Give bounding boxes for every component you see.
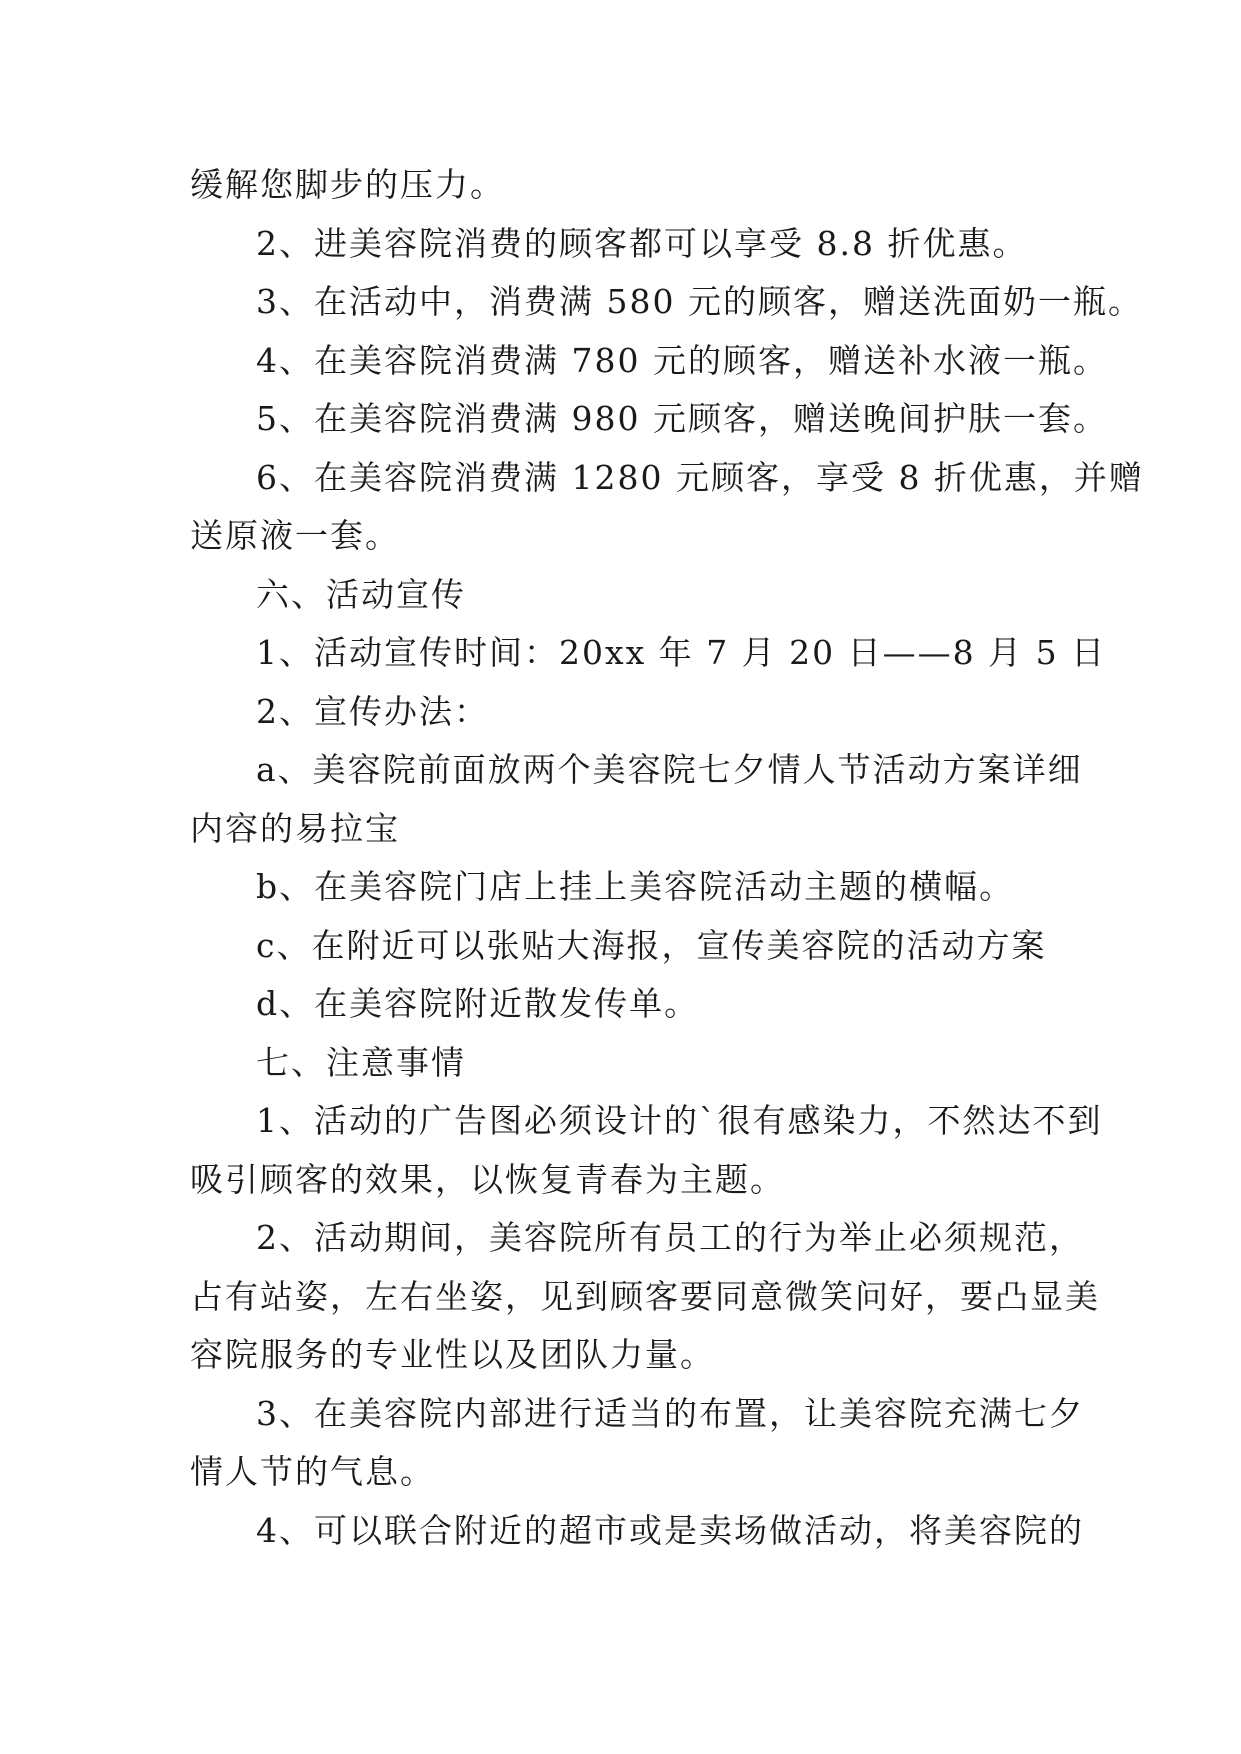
line-4: 4、在美容院消费满 780 元的顾客，赠送补水液一瓶。 (256, 340, 1108, 380)
line-3: 3、在活动中，消费满 580 元的顾客，赠送洗面奶一瓶。 (256, 282, 1143, 321)
section-heading-notes: 七、注意事情 (256, 1042, 466, 1082)
line-20: 占有站姿，左右坐姿，见到顾客要同意微笑问好，要凸显美 (190, 1276, 1100, 1316)
line-21: 容院服务的专业性以及团队力量。 (190, 1335, 715, 1374)
line-18: 吸引顾客的效果，以恢复青春为主题。 (190, 1159, 785, 1199)
line-19: 2、活动期间，美容院所有员工的行为举止必须规范， (256, 1218, 1084, 1257)
line-24: 4、可以联合附近的超市或是卖场做活动，将美容院的 (256, 1510, 1084, 1550)
line-22: 3、在美容院内部进行适当的布置，让美容院充满七夕 (256, 1393, 1084, 1433)
line-14: c、在附近可以张贴大海报，宣传美容院的活动方案 (256, 925, 1047, 965)
line-6: 6、在美容院消费满 1280 元顾客，享受 8 折优惠，并赠 (256, 457, 1144, 497)
line-12: 内容的易拉宝 (190, 808, 400, 848)
line-17: 1、活动的广告图必须设计的`很有感染力，不然达不到 (256, 1101, 1103, 1140)
line-11: a、美容院前面放两个美容院七夕情人节活动方案详细 (256, 750, 1083, 789)
line-10: 2、宣传办法： (256, 691, 489, 731)
line-7: 送原液一套。 (190, 516, 400, 555)
line-5: 5、在美容院消费满 980 元顾客，赠送晚间护肤一套。 (256, 399, 1108, 438)
line-23: 情人节的气息。 (190, 1452, 435, 1491)
line-2: 2、进美容院消费的顾客都可以享受 8.8 折优惠。 (256, 223, 1028, 263)
section-heading-publicity: 六、活动宣传 (256, 574, 466, 614)
line-9: 1、活动宣传时间：20xx 年 7 月 20 日——8 月 5 日 (256, 633, 1107, 672)
line-13: b、在美容院门店上挂上美容院活动主题的横幅。 (256, 867, 1015, 906)
line-15: d、在美容院附近散发传单。 (256, 984, 700, 1023)
document-body (190, 156, 1144, 1560)
line-1: 缓解您脚步的压力。 (190, 165, 505, 204)
